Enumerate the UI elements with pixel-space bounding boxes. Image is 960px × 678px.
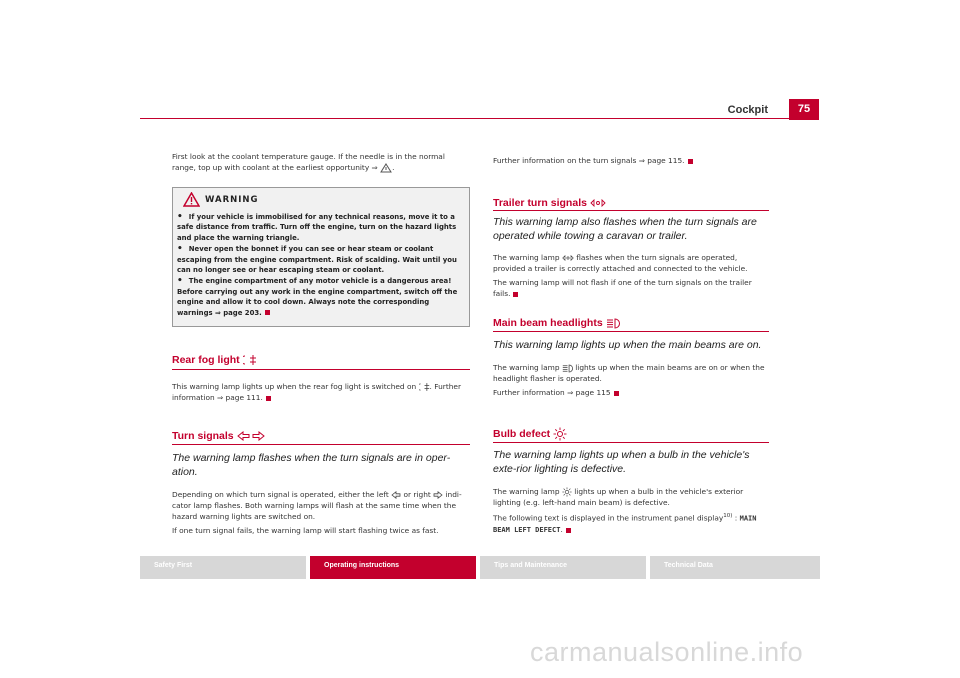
rear-fog-heading-text: Rear fog light xyxy=(172,354,240,366)
turn-info-body: Further information on the turn signals ⇒ page 115. xyxy=(493,156,685,165)
turn-signals-heading xyxy=(172,430,265,442)
bulb-defect-para-1 xyxy=(493,486,769,508)
main-beam-heading xyxy=(493,317,620,329)
main-beam-rule xyxy=(493,331,769,332)
footer-tab-label: Tips and Maintenance xyxy=(494,562,567,569)
trailer-heading xyxy=(493,197,606,209)
footer-tab-label: Technical Data xyxy=(664,562,713,569)
display-message-text: MAIN BEAM LEFT DEFECT xyxy=(493,514,757,535)
trailer-turn-signal-icon xyxy=(562,255,574,261)
turn-signals-body xyxy=(172,489,470,539)
turn-signals-p1-a: Depending on which turn signal is operated, either the left xyxy=(172,490,389,499)
warning-item xyxy=(177,276,463,318)
warning-triangle-icon xyxy=(380,163,392,173)
turn-info-text xyxy=(493,155,769,166)
header-rule xyxy=(140,118,790,119)
trailer-p2-text: The warning lamp will not flash if one of the turn signals on the trailer fails. xyxy=(493,278,752,298)
turn-signals-p1-b: or right xyxy=(403,490,431,499)
footer-tab-label: Operating instructions xyxy=(324,562,400,569)
trailer-rule xyxy=(493,210,769,211)
bulb-defect-p2-d: . xyxy=(560,525,563,535)
footer-tab-label: Safety First xyxy=(154,562,193,569)
trailer-para-1 xyxy=(493,252,769,274)
trailer-body xyxy=(493,252,769,302)
footnote-ref: 10) xyxy=(723,513,733,519)
end-square-icon xyxy=(513,292,518,297)
bulb-defect-icon xyxy=(562,487,572,497)
bulb-defect-heading-text: Bulb defect xyxy=(493,427,551,440)
rear-fog-body-b: . Further information ⇒ page 111. xyxy=(172,382,461,402)
watermark: carmanualsonline.info xyxy=(530,637,804,667)
rear-fog-rule xyxy=(172,369,470,370)
bulb-defect-p2-b: : xyxy=(732,513,738,523)
warning-item-text: The engine compartment of any motor vehicle is a dangerous area! Before carrying out any work in the engine compartment, switch off the engine and allow it to cool down. Always note the corresponding warnings ⇒ page 203. xyxy=(177,277,458,317)
end-square-icon xyxy=(688,159,693,164)
main-beam-body xyxy=(493,362,769,401)
turn-signals-para-2: If one turn signal fails, the warning lamp will start flashing twice as fast. xyxy=(172,526,439,535)
end-square-icon xyxy=(566,528,571,533)
main-beam-para-1 xyxy=(493,362,769,384)
footer-tab-operating-instructions[interactable] xyxy=(310,556,476,579)
footer-tab-technical-data[interactable] xyxy=(650,556,820,579)
main-beam-p2-text: Further information ⇒ page 115 xyxy=(493,388,611,397)
bulb-defect-heading xyxy=(493,427,567,441)
trailer-turn-signal-icon xyxy=(590,199,606,207)
rear-fog-light-icon xyxy=(419,382,430,392)
turn-signals-subheading: The warning lamp flashes when the turn signals are in oper-ation. xyxy=(172,452,451,478)
main-beam-subheading: This warning lamp lights up when the main beams are on. xyxy=(493,339,762,351)
turn-signals-para-1 xyxy=(172,489,470,522)
main-beam-p1-b: lights up when the main beams are on or when the headlight flasher is operated. xyxy=(493,363,765,383)
bulb-defect-subheading: The warning lamp lights up when a bulb in the vehicle's exte-rior lighting is defective. xyxy=(493,449,750,475)
trailer-heading-text: Trailer turn signals xyxy=(493,197,587,209)
warning-label: WARNING xyxy=(205,195,259,205)
main-beam-icon xyxy=(562,364,573,373)
bulb-defect-icon xyxy=(553,427,567,441)
warning-list xyxy=(173,212,469,318)
end-square-icon xyxy=(265,310,270,315)
trailer-p1-b: flashes when the turn signals are operated, provided a trailer is correctly attached and connected to the vehicle. xyxy=(493,253,748,273)
footer-tab-safety-first[interactable] xyxy=(140,556,306,579)
turn-signals-p1-c: indi-cator lamp flashes. Both warning lamps will flash at the same time when the hazard warning lights are switched on. xyxy=(172,490,462,521)
footer-tab-tips-and-maintenance[interactable] xyxy=(480,556,646,579)
warning-item: • If your vehicle is immobilised for any technical reasons, move it to a safe distance from traffic. Turn off the engine, turn on the hazard lights and place the warning triangle. xyxy=(177,212,463,243)
bulb-defect-p2-a: The following text is displayed in the instrument panel display xyxy=(493,513,724,523)
page-number: 75 xyxy=(789,99,819,120)
rear-fog-light-icon xyxy=(243,354,257,366)
bulb-defect-p1-b: lights up when a bulb in the vehicle's exterior lighting (e.g. left-hand main beam) is defective. xyxy=(493,487,744,507)
main-beam-heading-text: Main beam headlights xyxy=(493,317,603,329)
warning-item: • Never open the bonnet if you can see or hear steam or coolant escaping from the engine compartment. Risk of scalding. Wait until you can no longer see or hear escaping steam or coolant. xyxy=(177,244,463,275)
trailer-subheading: This warning lamp also flashes when the turn signals are operated while towing a caravan or trailer. xyxy=(493,216,757,242)
main-beam-para-2 xyxy=(493,387,769,398)
trailer-p1-a: The warning lamp xyxy=(493,253,560,262)
warning-triangle-icon xyxy=(183,192,200,207)
turn-signals-heading-text: Turn signals xyxy=(172,430,234,442)
main-beam-p1-a: The warning lamp xyxy=(493,363,560,372)
turn-right-arrow-icon xyxy=(433,491,443,499)
turn-signal-arrows-icon xyxy=(237,431,265,441)
turn-left-arrow-icon xyxy=(391,491,401,499)
end-square-icon xyxy=(266,396,271,401)
bulb-defect-para-2 xyxy=(493,511,769,536)
rear-fog-heading xyxy=(172,354,257,366)
rear-fog-body xyxy=(172,381,470,403)
bulb-defect-body xyxy=(493,486,769,539)
warning-header xyxy=(173,188,469,212)
bulb-defect-p1-a: The warning lamp xyxy=(493,487,560,496)
end-square-icon xyxy=(614,391,619,396)
page-section-title: Cockpit xyxy=(727,104,768,116)
turn-signals-rule xyxy=(172,444,470,445)
warning-box xyxy=(172,187,470,327)
main-beam-icon xyxy=(606,318,620,329)
trailer-para-2 xyxy=(493,277,769,299)
rear-fog-body-a: This warning lamp lights up when the rear fog light is switched on xyxy=(172,382,417,391)
coolant-intro-text: First look at the coolant temperature gauge. If the needle is in the normal range, top up with coolant at the earliest opportunity ⇒ . xyxy=(172,152,445,172)
bulb-defect-rule xyxy=(493,442,769,443)
coolant-intro-body: First look at the coolant temperature gauge. If the needle is in the normal range, top up with coolant at the earliest opportunity ⇒ xyxy=(172,152,445,172)
